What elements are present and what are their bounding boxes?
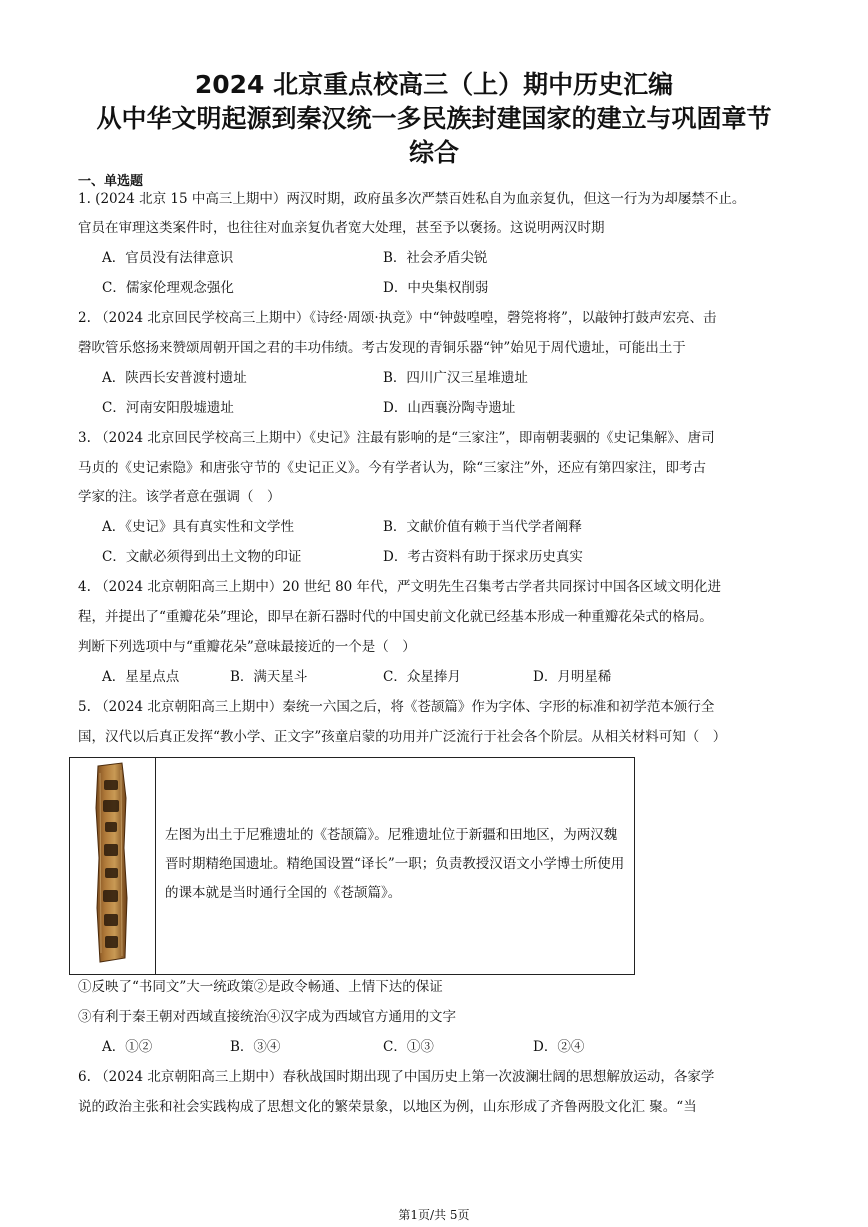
q5-option-c: C．①③: [383, 1039, 434, 1055]
q2-stem-line: 磬吹管乐悠扬来赞颂周朝开国之君的丰功伟绩。考古发现的青铜乐器“钟”始见于周代遗址，可能出土于: [78, 340, 686, 356]
q5-option-d: D．②④: [533, 1039, 585, 1055]
q3-option-c: C．文献必须得到出土文物的印证: [102, 549, 302, 565]
q2-option-c: C．河南安阳殷墟遗址: [102, 400, 234, 416]
q1-option-b: B．社会矛盾尖锐: [383, 250, 488, 266]
q1-option-c: C．儒家伦理观念强化: [102, 280, 234, 296]
q4-stem-line: 4. （2024 北京朝阳高三上期中）20 世纪 80 年代，严文明先生召集考古学者共同探讨中国各区域文明化进: [78, 579, 722, 595]
q4-option-b: B．满天星斗: [230, 669, 308, 685]
q2-option-b: B．四川广汉三星堆遗址: [383, 370, 528, 386]
q1-stem-line: 官员在审理这类案件时，也往往对血亲复仇者宽大处理，甚至予以褒扬。这说明两汉时期: [78, 220, 605, 236]
bamboo-slip-icon: [70, 758, 156, 974]
q1-option-d: D．中央集权削弱: [383, 280, 489, 296]
q5-statements-line: ③有利于秦王朝对西域直接统治④汉字成为西域官方通用的文字: [78, 1009, 456, 1025]
q2-stem-line: 2. （2024 北京回民学校高三上期中）《诗经·周颂·执竞》中“钟鼓喤喤，磬筦将将”，以敲钟打鼓声宏亮、击: [78, 310, 717, 326]
q2-option-a: A．陕西长安普渡村遗址: [102, 370, 247, 386]
q3-option-b: B．文献价值有赖于当代学者阐释: [383, 519, 582, 535]
q5-option-a: A．①②: [102, 1039, 153, 1055]
q4-stem-line: 程，并提出了“重瓣花朵”理论，即早在新石器时代的中国史前文化就已经基本形成一种重瓣花朵式的格局。: [78, 609, 713, 625]
title-line-3: 综合: [408, 138, 459, 167]
q3-stem-line: 学家的注。该学者意在强调（ ）: [78, 489, 281, 505]
q3-option-d: D．考古资料有助于探求历史真实: [383, 549, 583, 565]
title-line-1: 2024 北京重点校高三（上）期中历史汇编: [194, 70, 674, 99]
q3-option-a: A．《史记》具有真实性和文学性: [102, 519, 294, 535]
q1-stem-line: 1. (2024 北京 15 中高三上期中）两汉时期，政府虽多次严禁百姓私自为血亲复仇，但这一行为为却屡禁不止。: [78, 191, 746, 207]
q4-option-a: A．星星点点: [102, 669, 180, 685]
q4-stem-line: 判断下列选项中与“重瓣花朵”意味最接近的一个是（ ）: [78, 639, 416, 655]
q5-statements-line: ①反映了“书同文”大一统政策②是政令畅通、上情下达的保证: [78, 979, 443, 995]
q3-stem-line: 马贞的《史记索隐》和唐张守节的《史记正义》。今有学者认为，除“三家注”外，还应有第四家注，即考古: [78, 460, 707, 476]
material-text: 左图为出土于尼雅遗址的《苍颉篇》。尼雅遗址位于新疆和田地区，为两汉魏晋时期精绝国遗址。精绝国设置“译长”一职；负责教授汉语文小学博士所使用的课本就是当时通行全国的《苍颉篇》。: [165, 827, 625, 901]
q6-stem-line: 6. （2024 北京朝阳高三上期中）春秋战国时期出现了中国历史上第一次波澜壮阔的思想解放运动，各家学: [78, 1069, 715, 1085]
q4-option-d: D．月明星稀: [533, 669, 612, 685]
q5-stem-line: 5. （2024 北京朝阳高三上期中）秦统一六国之后，将《苍颉篇》作为字体、字形的标准和初学范本颁行全: [78, 699, 715, 715]
q5-option-b: B．③④: [230, 1039, 281, 1055]
page-footer: 第1页/共 5页: [398, 1208, 470, 1222]
section-heading: 一、单选题: [78, 174, 144, 189]
q4-option-c: C．众星捧月: [383, 669, 461, 685]
q5-stem-line: 国，汉代以后真正发挥“教小学、正文字”孩童启蒙的功用并广泛流行于社会各个阶层。从相关材料可知（ ）: [78, 729, 727, 745]
q1-option-a: A．官员没有法律意识: [102, 250, 234, 266]
q3-stem-line: 3. （2024 北京回民学校高三上期中）《史记》注最有影响的是“三家注”，即南朝裴骃的《史记集解》、唐司: [78, 430, 715, 446]
material-box: [69, 757, 635, 975]
q6-stem-line: 说的政治主张和社会实践构成了思想文化的繁荣景象，以地区为例，山东形成了齐鲁两股文化汇 聚。“当: [78, 1099, 697, 1115]
q2-option-d: D．山西襄汾陶寺遗址: [383, 400, 516, 416]
title-line-2: 从中华文明起源到秦汉统一多民族封建国家的建立与巩固章节: [96, 104, 772, 133]
bamboo-slip-image: [70, 758, 156, 974]
